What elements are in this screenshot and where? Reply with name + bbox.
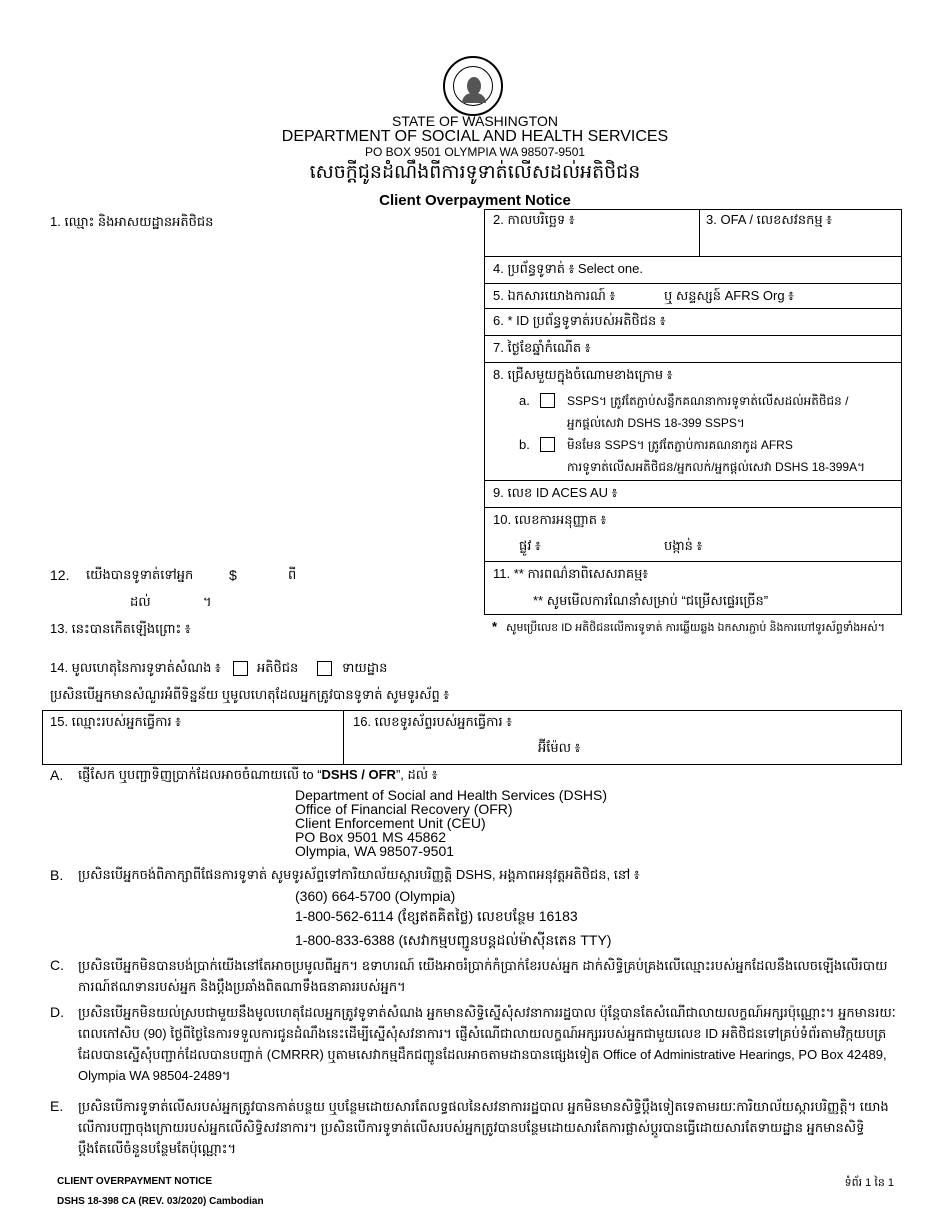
section-b-text: ប្រសិនបើអ្នកចង់ពិភាក្សាពីផែនការទូទាត់ សូមទូរស័ព្ទទៅការិយាល័យស្ការបរិញ្ញត្តិ DSHS, អង្គភាពអនុវត្តអតិថិជន, នៅ ៖ bbox=[78, 867, 640, 882]
payee-name: DSHS / OFR bbox=[321, 767, 396, 782]
option-a-text-2: អ្នកផ្តល់សេវា DSHS 18-399 SSPS។ bbox=[567, 416, 745, 430]
option-a-label: a. bbox=[519, 393, 530, 408]
questions-note: ប្រសិនបើអ្នកមានសំណួរអំពីទិន្នន័យ ឬមូលហេតុដែលអ្នកត្រូវបានទូទាត់ សូមទូរស័ព្ទ ៖ bbox=[50, 687, 450, 702]
field-afrs-org-index[interactable]: ឬ សន្ទស្សន៍ AFRS Org ៖ bbox=[664, 288, 794, 303]
field-worker-phone[interactable]: 16. លេខទូរស័ព្ទរបស់អ្នកធ្វើការ ៖ bbox=[353, 714, 512, 729]
state-heading: STATE OF WASHINGTON bbox=[392, 113, 558, 129]
option-a-text: SSPS។ ត្រូវតែភ្ជាប់សន្លឹកគណនាការទូទាត់លើសដល់អតិថិជន / bbox=[567, 394, 849, 408]
field-12-number: 12. bbox=[50, 567, 70, 583]
field-worker-name[interactable]: 15. ឈ្មោះរបស់អ្នកធ្វើការ ៖ bbox=[50, 714, 181, 729]
field-road[interactable]: ផ្លូវ ៖ bbox=[519, 538, 541, 553]
field-receipt[interactable]: បង្កាន់ ៖ bbox=[664, 538, 703, 553]
footer-form-number: DSHS 18-398 CA (REV. 03/2020) Cambodian bbox=[57, 1196, 264, 1207]
phone-toll-free: 1-800-562-6114 (ខ្សែឥតគិតថ្លៃ) លេខបន្ថែម 16183 bbox=[295, 908, 578, 924]
field-aces-au-id[interactable]: 9. លេខ ID ACES AU ៖ bbox=[493, 485, 618, 500]
field-authorization-number[interactable]: 10. លេខការអនុញ្ញាត ៖ bbox=[493, 512, 607, 527]
title-english: Client Overpayment Notice bbox=[379, 192, 571, 209]
section-c-letter: C. bbox=[50, 957, 64, 973]
field-select-one: 8. ជ្រើសមួយក្នុងចំណោមខាងក្រោម ៖ bbox=[493, 367, 673, 382]
field-worker-email[interactable]: អ៊ីម៉ែល ៖ bbox=[538, 740, 581, 755]
seal-body-shape bbox=[462, 93, 486, 103]
phone-olympia: (360) 664-5700 (Olympia) bbox=[295, 888, 456, 904]
field-12-dollar[interactable]: $ bbox=[229, 567, 237, 583]
field-special-description[interactable]: 11. ** ការពណ៌នាពិសេសរាគម្ម៖ bbox=[493, 566, 649, 581]
option-b-label: b. bbox=[519, 437, 530, 452]
footer-notice-name: CLIENT OVERPAYMENT NOTICE bbox=[57, 1176, 213, 1187]
option-b-text: មិនមែន SSPS។ ត្រូវតែភ្ជាប់ការគណនាកូដ AFRS bbox=[567, 438, 793, 452]
field-12-from[interactable]: ពី bbox=[288, 567, 297, 582]
option-b-text-2: ការទូទាត់លើសអតិថិជន/អ្នកលក់/អ្នកផ្តល់សេវា DSHS 18-399A។ bbox=[567, 460, 866, 474]
section-a-letter: A. bbox=[50, 767, 64, 783]
seal-portrait-icon bbox=[453, 66, 493, 106]
ofr-mailing-address: Department of Social and Health Services (DSHS) Office of Financial Recovery (OFR) Client Enforcement Unit (CEU) PO Box 9501 MS 45862 Olympia, WA 98507-9501 bbox=[295, 787, 608, 859]
non-ssps-checkbox[interactable] bbox=[540, 437, 555, 452]
field-reference-document[interactable]: 5. ឯកសារយោងការណ៍ ៖ bbox=[493, 288, 616, 303]
footnote-star: * bbox=[492, 619, 498, 634]
field-special-description-note: ** សូមមើលការណែនាំសម្រាប់ “ជម្រើសផ្ទេរច្រើន” bbox=[533, 593, 769, 608]
client-checkbox[interactable] bbox=[233, 661, 248, 676]
department-heading: DEPARTMENT OF SOCIAL AND HEALTH SERVICES bbox=[281, 128, 669, 145]
administration-checkbox[interactable] bbox=[317, 661, 332, 676]
field-14-reason-cause: 14. មូលហេតុនៃការទូទាត់សំណង ៖ bbox=[50, 660, 221, 675]
field-client-name-address: 1. ឈ្មោះ និងអាសយដ្ឋានអតិថិជន bbox=[50, 214, 214, 229]
section-d-text: ប្រសិនបើអ្នកមិនយល់ស្របជាមួយនឹងមូលហេតុដែលអ្នកត្រូវទូទាត់សំណង អ្នកមានសិទ្ធិស្នើសុំសវនាការរដ្ឋបាល ប៉ុន្តែបានតែសំណើជាលាយលក្ខណ៍អក្សរប៉ុណ្ណោះ។ អ្នកមានរយៈពេលកៅសិប (90) ថ្ងៃពីថ្ងៃនៃការទទួលការជូនដំណឹងនេះដើម្បីស្នើសុំសវនាការ។ ផ្ញើសំណើជាលាយលក្ខណ៍អក្សររបស់អ្នកជាមួយលេខ ID អតិថិជនទៅគ្រប់ទំព័រតាមវិក្កយបត្រដែលបានស្នើសុំបញ្ជាក់ដែលបានបញ្ជាក់ (CMRRR) ឬតាមសេវាកម្មដឹកជញ្ជូនដែលអាចតាមដានបានផ្សេងទៀត Office of Administrative Hearings, PO Box 42489, Olympia WA 98504-2489។ bbox=[78, 1005, 896, 1083]
field-client-payment-id[interactable]: 6. * ID ប្រព័ន្ធទូទាត់របស់អតិថិជន ៖ bbox=[493, 313, 666, 328]
department-address: PO BOX 9501 OLYMPIA WA 98507-9501 bbox=[364, 145, 586, 159]
field-13-reason[interactable]: 13. នេះបានកើតឡើងព្រោះ ៖ bbox=[50, 621, 191, 636]
field-payment-system[interactable]: 4. ប្រព័ន្ធទូទាត់ ៖ Select one. bbox=[493, 261, 643, 276]
field-date-of-birth[interactable]: 7. ថ្ងៃខែឆ្នាំកំណើត ៖ bbox=[493, 340, 591, 355]
client-checkbox-label: អតិថិជន bbox=[257, 660, 299, 675]
field-date[interactable]: 2. កាលបរិច្ឆេទ ៖ bbox=[493, 212, 575, 227]
field-ofa-audit-number[interactable]: 3. OFA / លេខសវនកម្ម ៖ bbox=[706, 212, 832, 227]
field-12-to[interactable]: ដល់ bbox=[130, 594, 151, 609]
section-d-letter: D. bbox=[50, 1004, 64, 1020]
section-e-letter: E. bbox=[50, 1098, 64, 1114]
section-e-text: ប្រសិនបើការទូទាត់លើសរបស់អ្នកត្រូវបានកាត់បន្ថយ ឬបន្ថែមដោយសារតែលទ្ធផលនៃសវនាការរដ្ឋបាល អ្នកមិនមានសិទ្ធិប្តឹងទៀតទេតាមរយៈការិយាល័យស្ការបរិញ្ញត្តិ។ យោងលើការបញ្ជាចុងក្រោយរបស់អ្នកលើសិទ្ធិសវនាការ។ ប្រសិនបើការទូទាត់លើសរបស់អ្នកត្រូវបានបន្ថែមដោយសារតែការផ្លាស់ប្តូរបានធ្វើដោយសារតែទាយដ្ឋាន អ្នកមានសិទ្ធិប្តឹងតែលើចំនួនបន្ថែមតែប៉ុណ្ណោះ។ bbox=[78, 1099, 889, 1156]
footnote-text: សូមប្រើលេខ ID អតិថិជនលើការទូទាត់ ការឆ្លើយឆ្លង ឯកសារភ្ជាប់ និងការហៅទូរស័ព្ទទាំងអស់។ bbox=[506, 622, 885, 634]
field-12-end: ។ bbox=[203, 594, 212, 609]
section-c-text: ប្រសិនបើអ្នកមិនបានបង់ប្រាក់យើងនៅតែអាចប្រមូលពីអ្នក។ ឧទាហរណ៍ យើងអាចរំប្រាក់កំប្រាក់ខែរបស់អ្នក ដាក់សិទ្ធិគ្រប់គ្រងលើឈ្មោះរបស់អ្នកដែលនឹងលេចឡើងលើរបាយការណ៍ឥណទានរបស់អ្នក និងប្តឹងប្រឆាំងពិតណាទឹងធនាគាររបស់អ្នក។ bbox=[78, 958, 888, 994]
footer-page-number: ទំព័រ 1 នៃ 1 bbox=[844, 1177, 894, 1189]
section-b-letter: B. bbox=[50, 867, 64, 883]
administration-checkbox-label: ទាយដ្ឋាន bbox=[342, 660, 388, 675]
section-a-text: ផ្ញើសែក ឬបញ្ជាទិញប្រាក់ដែលអាចចំណាយលើ to “DSHS / OFR”, ដល់ ៖ bbox=[78, 767, 438, 782]
state-seal-icon bbox=[443, 56, 503, 116]
field-12-text: យើងបានទូទាត់ទៅអ្នក bbox=[86, 567, 194, 582]
ssps-checkbox[interactable] bbox=[540, 393, 555, 408]
title-khmer: សេចក្ដីជូនដំណឹងពីការទូទាត់លើសដល់អតិថិជន bbox=[309, 162, 641, 183]
phone-tty: 1-800-833-6388 (សេវាកម្មបញ្ជូនបន្តដល់ម៉ាស៊ីនតេន TTY) bbox=[295, 932, 612, 948]
